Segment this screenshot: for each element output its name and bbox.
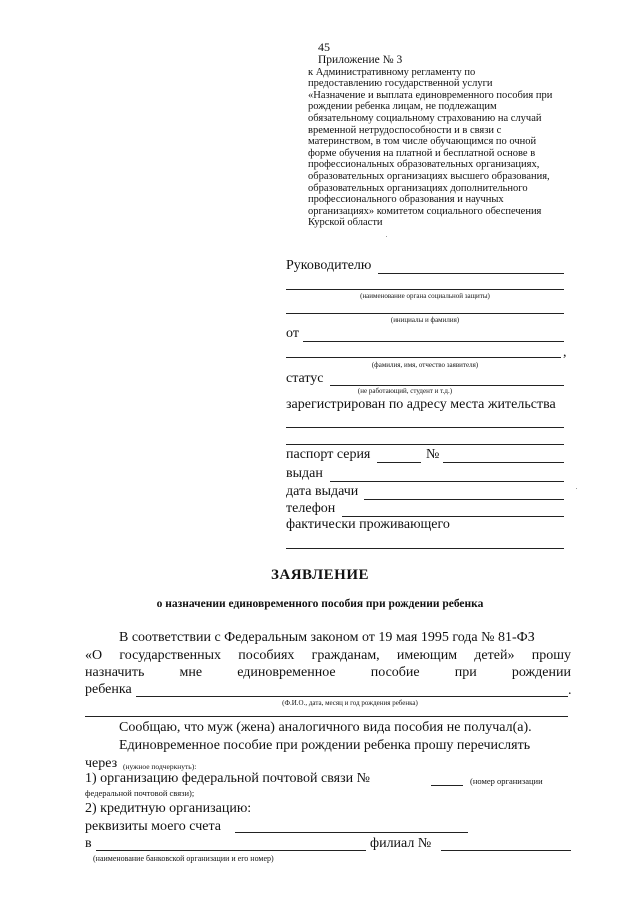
annex-line: материнством, в том числе обучающимся по очной bbox=[308, 136, 537, 148]
statement-subtitle: о назначении единовременного пособия при рождении ребенка bbox=[156, 598, 484, 610]
word: детей» bbox=[474, 648, 515, 663]
annex-title: Приложение № 3 bbox=[318, 54, 403, 66]
status-label: статус bbox=[286, 371, 324, 386]
registered-label: зарегистрирован по адресу места жительства bbox=[286, 397, 556, 412]
annex-line: форме обучения на платной и бесплатной основе в bbox=[308, 147, 536, 159]
fio-comma: , bbox=[563, 345, 567, 360]
annex-line: к Административному регламенту по bbox=[308, 66, 476, 78]
child-caption: (Ф.И.О., дата, месяц и год рождения ребенка) bbox=[282, 699, 418, 707]
option1-note-a: (номер организации bbox=[470, 776, 543, 786]
through-label: через bbox=[85, 756, 118, 771]
initials-caption: (инициалы и фамилия) bbox=[390, 316, 460, 324]
child-line-2[interactable] bbox=[85, 716, 568, 717]
residing-line[interactable] bbox=[286, 548, 564, 549]
annex-line: предоставлению государственной услуги bbox=[308, 78, 493, 90]
annex-line: профессиональных образовательных организациях, bbox=[308, 159, 540, 171]
issued-line[interactable] bbox=[330, 481, 564, 482]
issued-label: выдан bbox=[286, 466, 323, 481]
annex-line: профессионального образования и научных bbox=[308, 194, 504, 206]
annex-line: рождении ребенка лицам, не подлежащим bbox=[308, 101, 497, 113]
annex-block bbox=[308, 55, 578, 229]
word: пособиях bbox=[238, 648, 295, 663]
issue-date-label: дата выдачи bbox=[286, 484, 359, 499]
address-line-1[interactable] bbox=[286, 427, 564, 428]
word: государственных bbox=[119, 648, 222, 663]
passport-number-sign: № bbox=[426, 447, 440, 462]
passport-series-line[interactable] bbox=[377, 462, 421, 463]
para1-line3 bbox=[85, 665, 571, 681]
passport-series-label: паспорт серия bbox=[286, 447, 371, 462]
word: назначить bbox=[85, 665, 145, 680]
issue-date-line[interactable] bbox=[364, 499, 564, 500]
scan-speck bbox=[576, 488, 577, 489]
account-line[interactable] bbox=[235, 832, 468, 833]
head-label: Руководителю bbox=[286, 258, 372, 273]
organ-line[interactable] bbox=[286, 289, 564, 290]
husband-text: Сообщаю, что муж (жена) аналогичного вида пособия не получал(а). bbox=[119, 720, 532, 735]
word: «О bbox=[85, 648, 103, 663]
annex-line: обязательному социальному страхованию на случай bbox=[308, 112, 542, 124]
annex-line: образовательных организациях дополнительного bbox=[308, 182, 528, 194]
annex-line: «Назначение и выплата единовременного пособия при bbox=[308, 89, 553, 101]
branch-number-line[interactable] bbox=[441, 850, 571, 851]
post-office-number-line[interactable] bbox=[431, 785, 463, 786]
status-line[interactable] bbox=[330, 385, 564, 386]
bank-caption: (наименование банковской организации и его номер) bbox=[93, 854, 274, 863]
option1-text[interactable]: 1) организацию федеральной почтовой связи № bbox=[85, 771, 370, 786]
option2-text[interactable]: 2) кредитную организацию: bbox=[85, 801, 252, 816]
bank-name-line[interactable] bbox=[96, 850, 366, 851]
head-name-line[interactable] bbox=[378, 273, 564, 274]
status-caption: (не работающий, студент и т.д.) bbox=[357, 387, 453, 395]
child-line[interactable] bbox=[136, 696, 568, 697]
word: при bbox=[454, 665, 477, 680]
organ-caption: (наименование органа социальной защиты) bbox=[360, 292, 490, 300]
page-number: 45 bbox=[318, 40, 330, 54]
from-label: от bbox=[286, 326, 299, 341]
word: единовременное bbox=[237, 665, 336, 680]
annex-line: Курской области bbox=[308, 217, 383, 229]
child-label: ребенка bbox=[85, 682, 132, 697]
word: гражданам, bbox=[311, 648, 380, 663]
word: прошу bbox=[531, 648, 571, 663]
statement-title: ЗАЯВЛЕНИЕ bbox=[270, 567, 370, 583]
child-period: . bbox=[568, 683, 572, 698]
account-label: реквизиты моего счета bbox=[85, 819, 221, 834]
initials-line[interactable] bbox=[286, 313, 564, 314]
para1-line1: В соответствии с Федеральным законом от 19 мая 1995 года № 81-ФЗ bbox=[119, 630, 535, 645]
fio-caption: (фамилия, имя, отчество заявителя) bbox=[371, 361, 479, 369]
option1-note-b: федеральной почтовой связи); bbox=[85, 788, 195, 798]
word: рождении bbox=[511, 665, 571, 680]
para1-line2 bbox=[85, 648, 571, 664]
scan-speck bbox=[386, 236, 387, 237]
annex-line: организациях» комитетом социального обеспечения bbox=[308, 205, 542, 217]
branch-label: филиал № bbox=[370, 836, 432, 851]
fio-line[interactable] bbox=[286, 357, 561, 358]
bank-in-label: в bbox=[85, 836, 92, 851]
word: пособие bbox=[370, 665, 420, 680]
passport-number-line[interactable] bbox=[443, 462, 564, 463]
underline-note: (нужное подчеркнуть): bbox=[123, 762, 197, 771]
word: имеющим bbox=[396, 648, 458, 663]
annex-line: образовательных организациях высшего образования, bbox=[308, 170, 550, 182]
from-line[interactable] bbox=[303, 341, 564, 342]
annex-line: временной нетрудоспособности и в связи с bbox=[308, 124, 502, 136]
word: мне bbox=[179, 665, 203, 680]
phone-label: телефон bbox=[286, 501, 336, 516]
residing-label: фактически проживающего bbox=[286, 517, 450, 532]
address-line-2[interactable] bbox=[286, 444, 564, 445]
transfer-line1: Единовременное пособие при рождении ребенка прошу перечислять bbox=[119, 738, 531, 753]
